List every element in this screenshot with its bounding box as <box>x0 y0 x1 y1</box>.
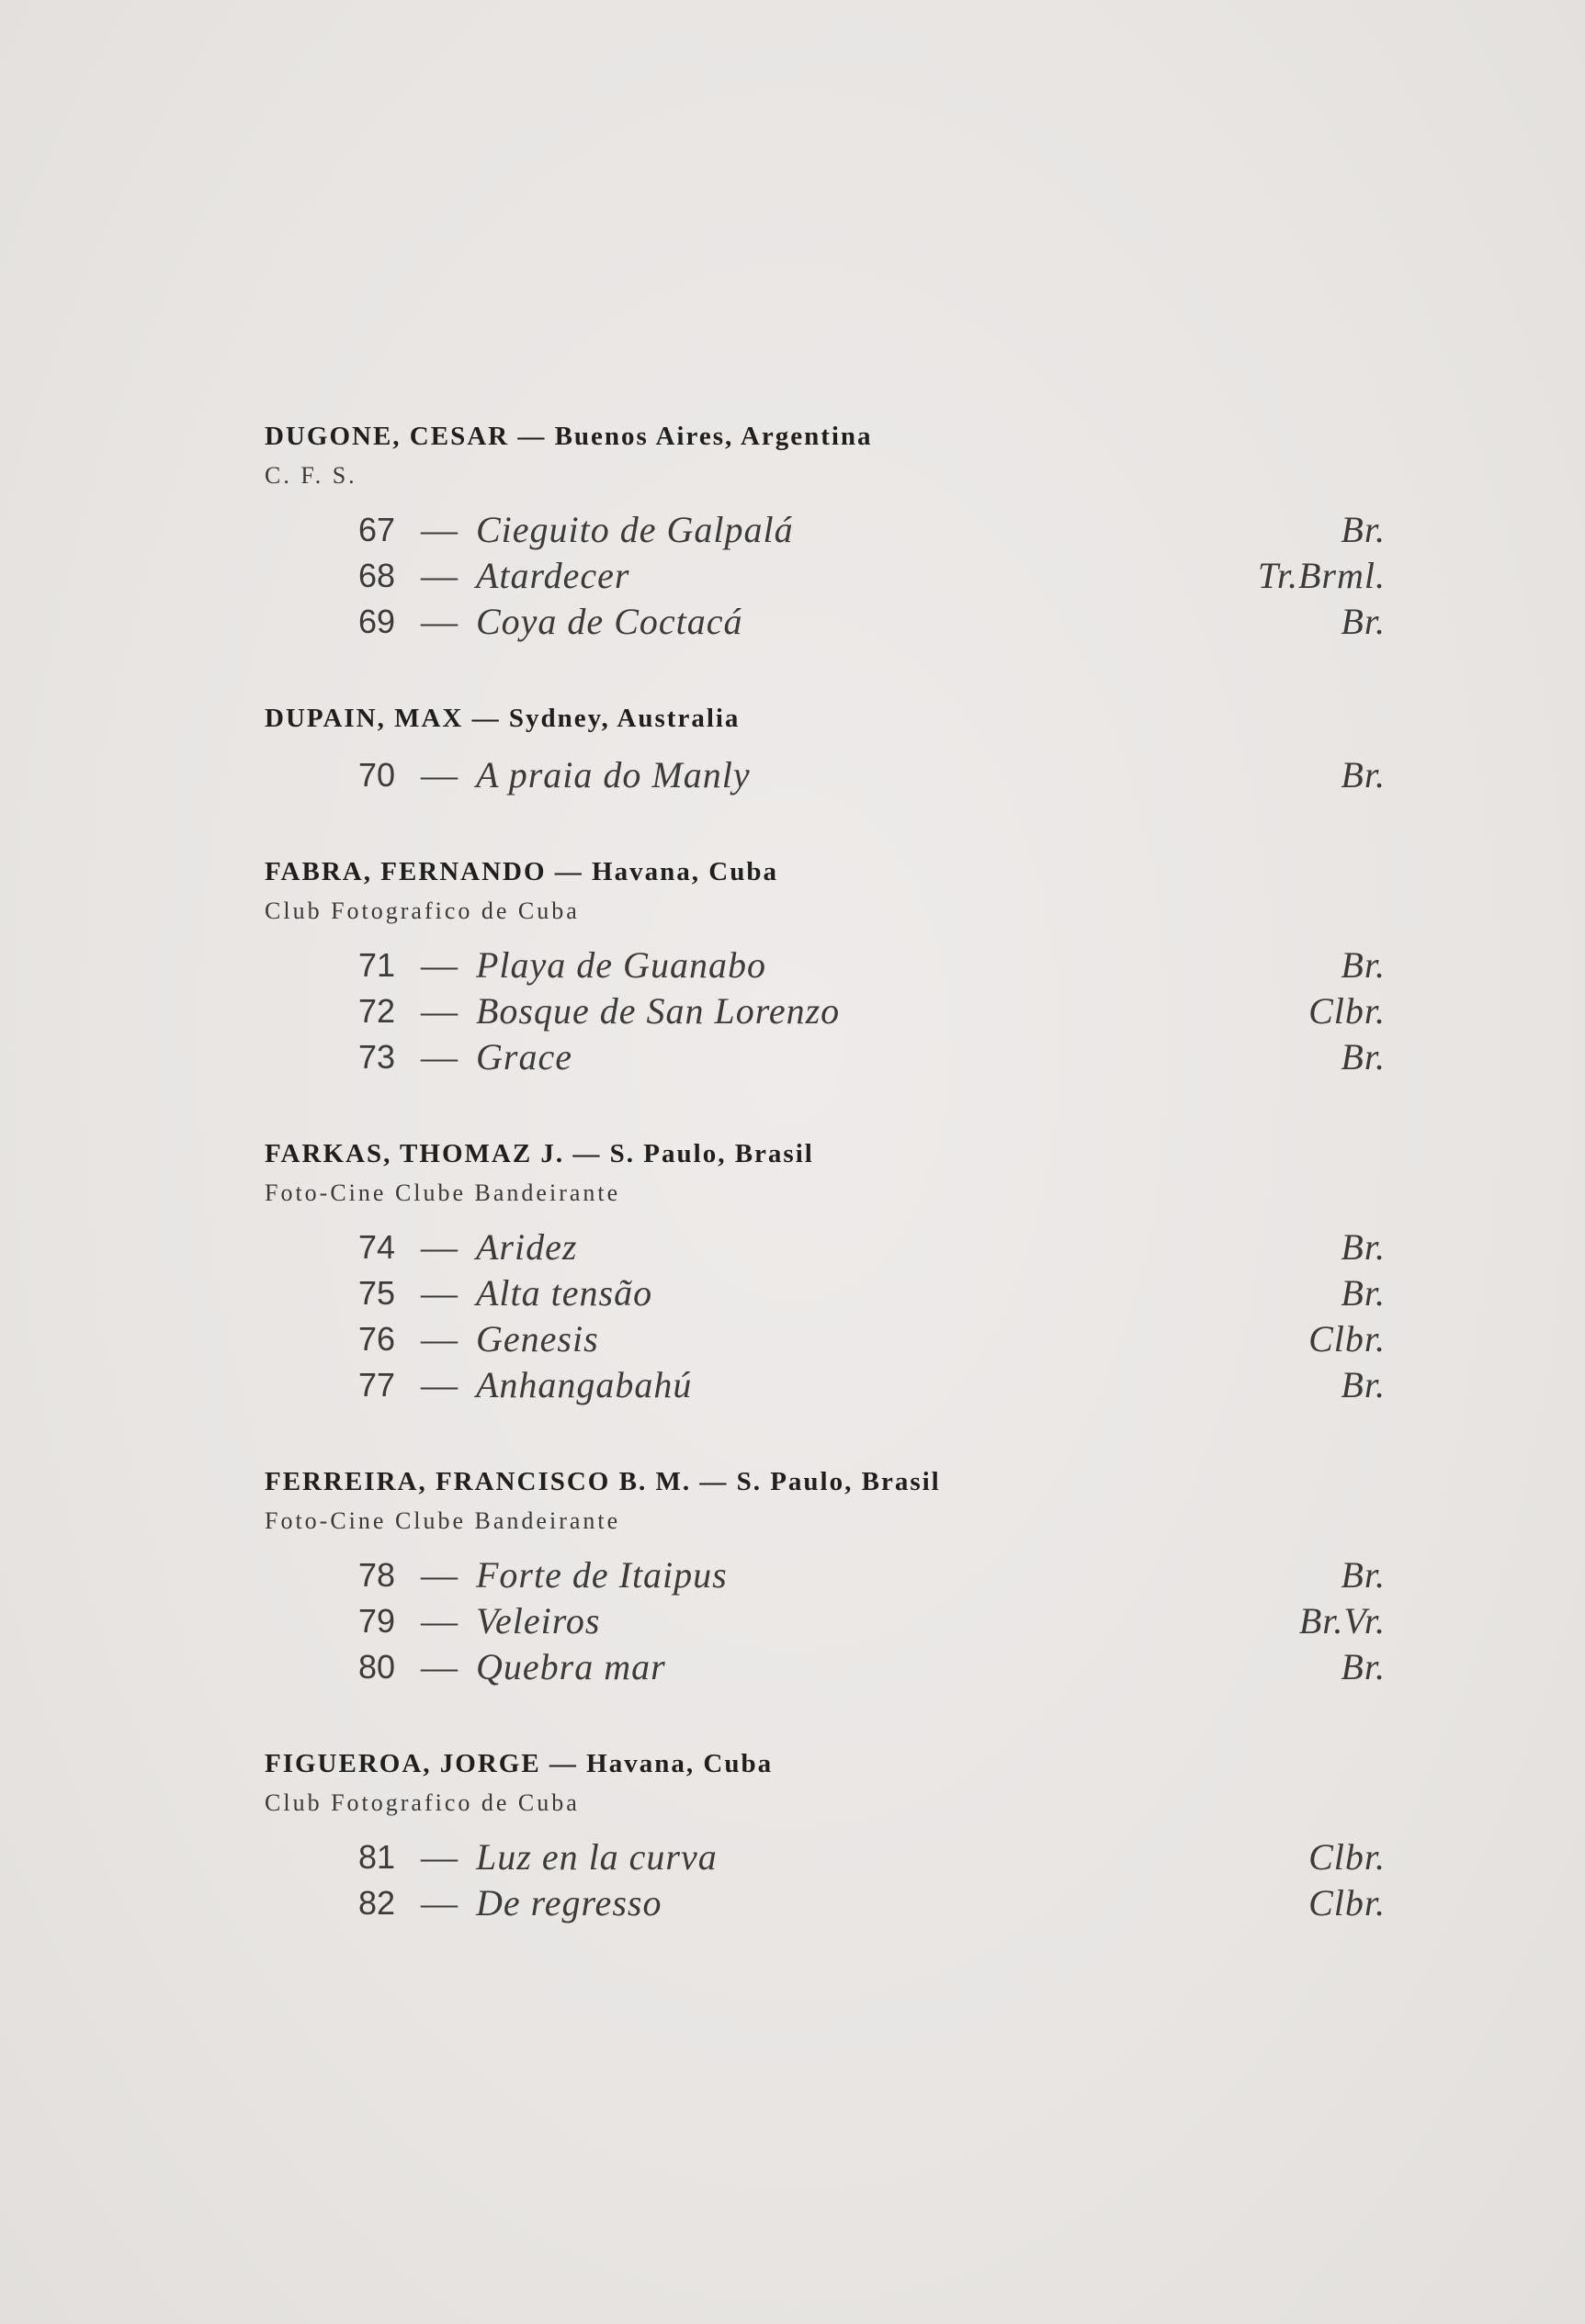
work-number: 78 <box>358 1556 396 1594</box>
work-number: 72 <box>358 992 396 1030</box>
exhibitor-club: Foto-Cine Clube Bandeirante <box>265 1179 621 1206</box>
work-number: 71 <box>358 946 396 984</box>
exhibitor-club: Club Fotografico de Cuba <box>265 897 580 924</box>
work-item <box>265 942 1386 988</box>
work-technique: Br. <box>1341 601 1386 642</box>
exhibitor-name: FERREIRA, FRANCISCO B. M. — S. Paulo, Brasil <box>265 1467 941 1496</box>
exhibitor-club: C. F. S. <box>265 462 357 489</box>
work-number: 69 <box>358 603 396 640</box>
work-number: 67 <box>358 511 396 548</box>
work-number: 80 <box>358 1648 396 1686</box>
dash-separator: — <box>421 509 458 550</box>
work-technique: Br. <box>1341 1364 1386 1405</box>
work-number: 77 <box>358 1366 396 1404</box>
work-item <box>265 1644 1386 1690</box>
work-item <box>265 507 1386 553</box>
exhibitor-entry <box>265 1133 1386 1408</box>
work-technique: Br. <box>1341 1554 1386 1596</box>
exhibitor-name: FARKAS, THOMAZ J. — S. Paulo, Brasil <box>265 1139 814 1168</box>
work-number: 82 <box>358 1884 396 1922</box>
exhibitor-list <box>265 415 1386 1979</box>
work-title: De regresso <box>476 1882 662 1924</box>
dash-separator: — <box>421 990 458 1032</box>
work-title: Coya de Coctacá <box>476 601 743 642</box>
exhibitor-entry <box>265 697 1386 798</box>
works-list <box>265 752 1386 798</box>
work-title: Anhangabahú <box>476 1364 693 1405</box>
exhibitor-entry <box>265 1743 1386 1926</box>
work-item <box>265 1224 1386 1270</box>
exhibitor-name: FIGUEROA, JORGE — Havana, Cuba <box>265 1749 774 1778</box>
work-item <box>265 988 1386 1034</box>
exhibitor-entry <box>265 851 1386 1080</box>
works-list <box>265 942 1386 1080</box>
work-number: 73 <box>358 1038 396 1076</box>
work-title: Grace <box>476 1036 572 1077</box>
works-list <box>265 1224 1386 1408</box>
work-item <box>265 1834 1386 1880</box>
work-title: Playa de Guanabo <box>476 944 766 986</box>
work-technique: Clbr. <box>1308 1318 1386 1359</box>
work-title: Aridez <box>476 1226 578 1268</box>
work-technique: Br. <box>1341 1036 1386 1077</box>
work-technique: Clbr. <box>1308 1836 1386 1878</box>
work-technique: Br. <box>1341 1646 1386 1687</box>
work-number: 79 <box>358 1602 396 1640</box>
dash-separator: — <box>421 1272 458 1314</box>
work-item <box>265 1270 1386 1316</box>
exhibitor-club: Club Fotografico de Cuba <box>265 1789 580 1816</box>
work-item <box>265 1552 1386 1598</box>
work-item <box>265 1034 1386 1080</box>
work-technique: Br. <box>1341 754 1386 795</box>
work-title: Genesis <box>476 1318 599 1359</box>
work-number: 74 <box>358 1228 396 1266</box>
dash-separator: — <box>421 944 458 986</box>
work-title: Alta tensão <box>476 1272 653 1314</box>
dash-separator: — <box>421 1836 458 1878</box>
work-technique: Clbr. <box>1308 990 1386 1032</box>
exhibitor-name: FABRA, FERNANDO — Havana, Cuba <box>265 857 778 886</box>
work-number: 68 <box>358 557 396 594</box>
work-number: 75 <box>358 1274 396 1312</box>
work-title: Luz en la curva <box>476 1836 718 1878</box>
dash-separator: — <box>421 601 458 642</box>
work-item <box>265 752 1386 798</box>
exhibitor-name: DUPAIN, MAX — Sydney, Australia <box>265 704 741 733</box>
work-item <box>265 553 1386 599</box>
works-list <box>265 1552 1386 1690</box>
work-number: 70 <box>358 756 396 794</box>
exhibitor-entry <box>265 1461 1386 1690</box>
work-technique: Clbr. <box>1308 1882 1386 1924</box>
work-technique: Br. <box>1341 1272 1386 1314</box>
work-technique: Br. <box>1341 509 1386 550</box>
work-technique: Br.Vr. <box>1298 1600 1386 1641</box>
exhibitor-club: Foto-Cine Clube Bandeirante <box>265 1507 621 1534</box>
work-technique: Tr.Brml. <box>1257 555 1386 596</box>
work-title: Bosque de San Lorenzo <box>476 990 841 1032</box>
dash-separator: — <box>421 1646 458 1687</box>
work-number: 81 <box>358 1838 396 1876</box>
work-technique: Br. <box>1341 1226 1386 1268</box>
works-list <box>265 507 1386 645</box>
dash-separator: — <box>421 1600 458 1641</box>
dash-separator: — <box>421 754 458 795</box>
dash-separator: — <box>421 1226 458 1268</box>
dash-separator: — <box>421 1364 458 1405</box>
work-item <box>265 599 1386 645</box>
dash-separator: — <box>421 1882 458 1924</box>
work-title: Cieguito de Galpalá <box>476 509 794 550</box>
work-technique: Br. <box>1341 944 1386 986</box>
work-item <box>265 1362 1386 1408</box>
work-item <box>265 1316 1386 1362</box>
works-list <box>265 1834 1386 1926</box>
dash-separator: — <box>421 1036 458 1077</box>
work-title: A praia do Manly <box>476 754 751 795</box>
exhibitor-name: DUGONE, CESAR — Buenos Aires, Argentina <box>265 422 873 451</box>
dash-separator: — <box>421 1318 458 1359</box>
work-item <box>265 1598 1386 1644</box>
exhibitor-entry <box>265 415 1386 645</box>
work-item <box>265 1880 1386 1926</box>
work-title: Atardecer <box>476 555 630 596</box>
work-number: 76 <box>358 1320 396 1358</box>
work-title: Forte de Itaipus <box>476 1554 728 1596</box>
work-title: Veleiros <box>476 1600 601 1641</box>
dash-separator: — <box>421 1554 458 1596</box>
work-title: Quebra mar <box>476 1646 666 1687</box>
dash-separator: — <box>421 555 458 596</box>
